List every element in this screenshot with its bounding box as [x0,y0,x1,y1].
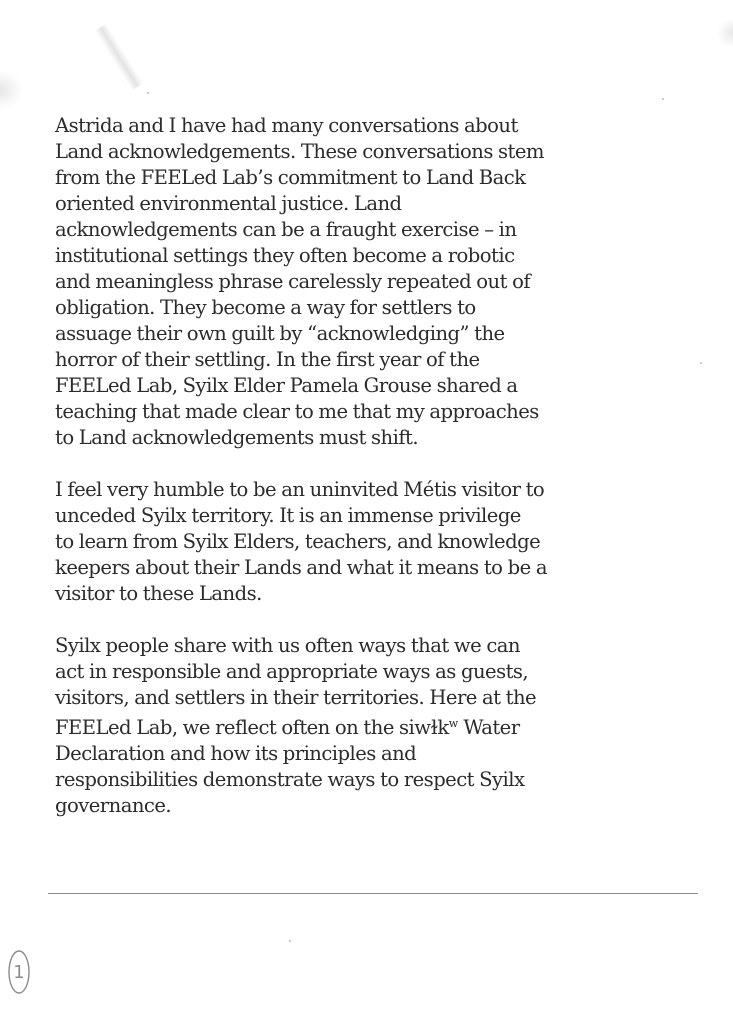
paragraph-metis-visitor: I feel very humble to be an uninvited Métis visitor to unceded Syilx territory. It is an immense privilege to learn from Syilx Elders, teachers, and knowledge keepers about their Lands and what it means to be a visitor to these Lands. [55,478,547,605]
horizontal-rule [48,893,698,894]
superscript-w: w [448,717,459,730]
handwritten-page-number [7,948,31,996]
scan-speck [289,940,291,942]
paragraph-text-before: Syilx people share with us often ways that we can act in responsible and appropriate ways as guests, visitors, and settlers in their territories. Here at the FEELed Lab, we reflect often on the siwɫk [55,634,537,739]
scan-artifact [0,70,24,110]
paragraph-land-acknowledgements: Astrida and I have had many conversations about Land acknowledgements. These conversations stem from the FEELed Lab’s commitment to Land Back oriented environmental justice. Land acknowledgements can be a fraught exercise – in institutional settings they often become a robotic and meaningless phrase carelessly repeated out of obligation. They become a way for settlers to assuage their own guilt by “acknowledging” the horror of their settling. In the first year of the FEELed Lab, Syilx Elder Pamela Grouse shared a teaching that made clear to me that my approaches to Land acknowledgements must shift. [55,114,544,449]
scan-artifact [717,18,733,48]
paragraph-syilx-governance [55,633,705,819]
scan-speck [147,92,149,94]
paragraph-text-after: Water Declaration and how its principles and responsibilities demonstrate ways to respect Syilx governance. [55,716,525,817]
document-body [55,113,705,819]
scan-artifact [95,24,144,91]
page-number-text: 1 [13,962,25,983]
scan-speck [662,98,664,100]
